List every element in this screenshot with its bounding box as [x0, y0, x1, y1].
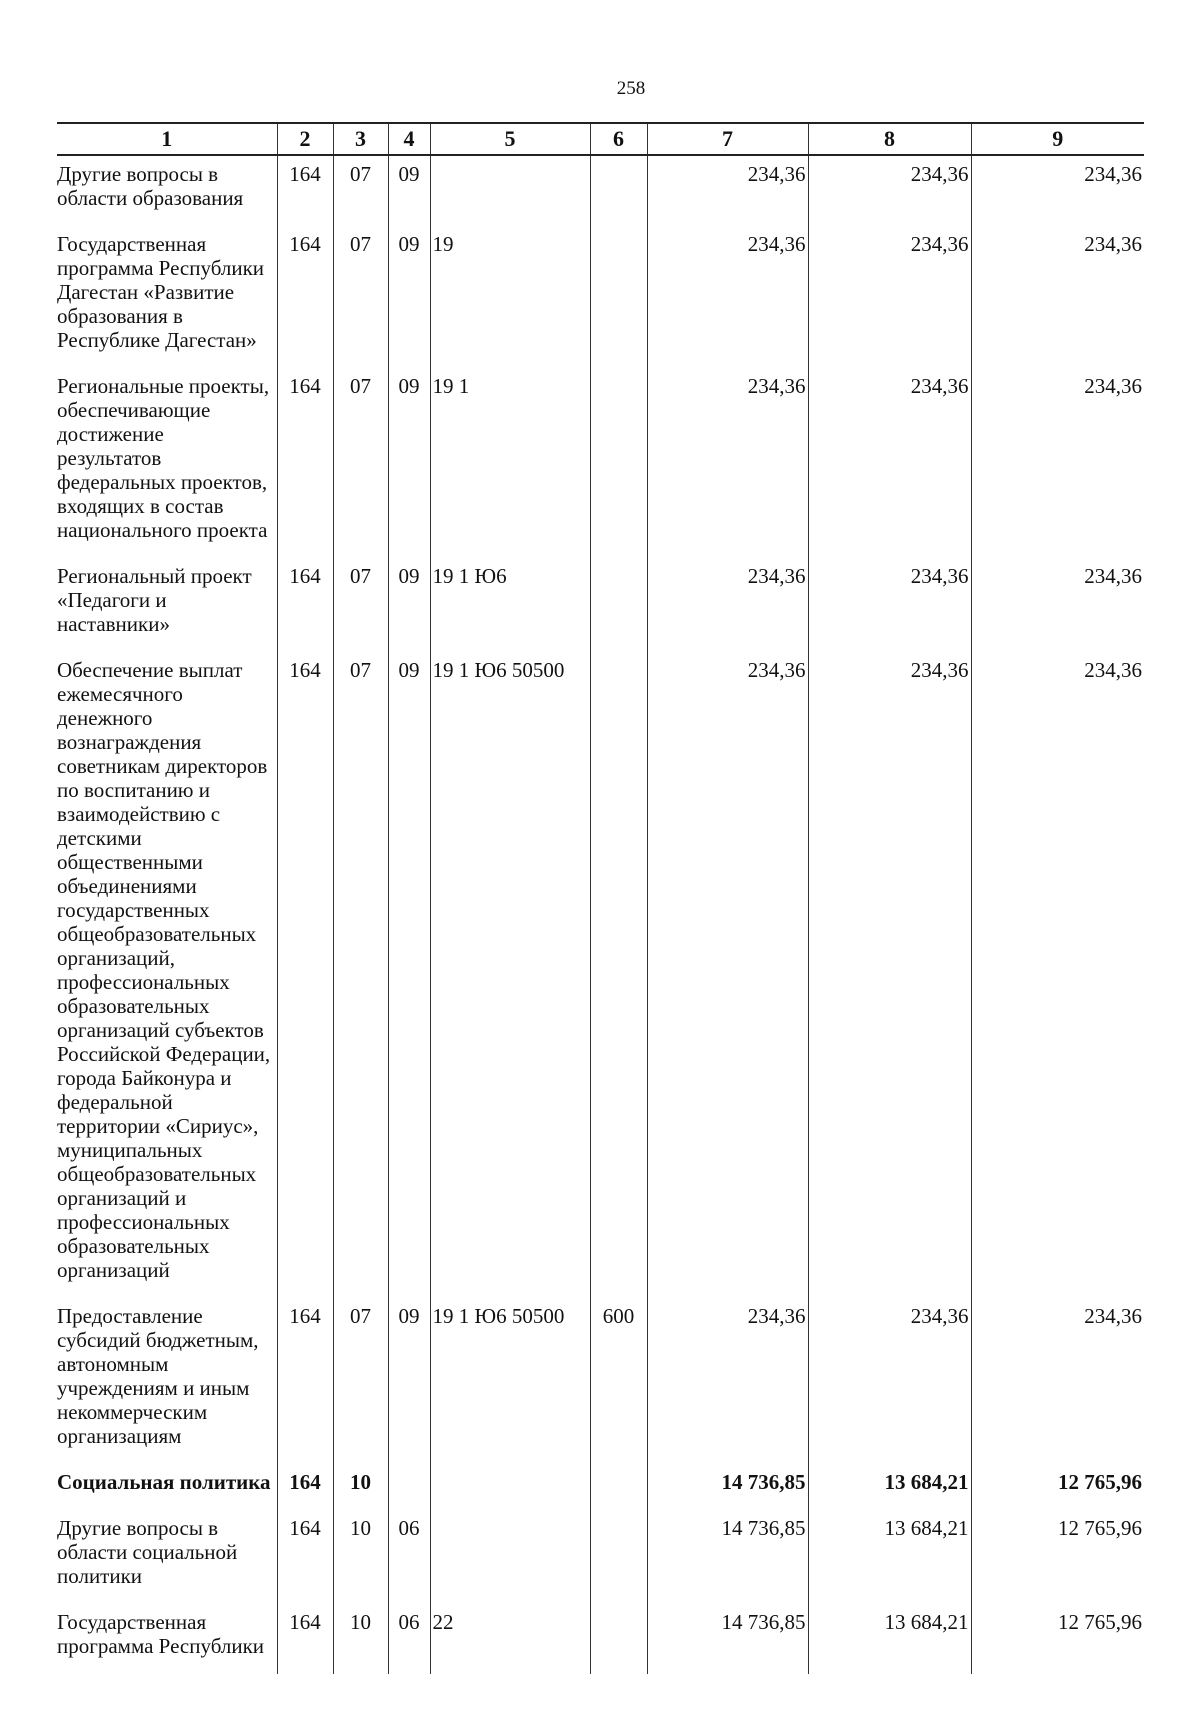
code-col-2: 164	[277, 368, 333, 558]
row-name: Обеспечение выплат ежемесячного денежного вознаграждения советникам директоров по воспитанию и взаимодействию с детскими общественными объединениями государственных общеобразовательных организаций, профессиональных образовательных организаций субъектов Российской Федерации, города Байконура и федеральной территории «Сириус», муниципальных общеобразовательных организаций и профессиональных образовательных организаций	[57, 658, 271, 1282]
code-col-3: 10	[333, 1464, 388, 1510]
header-col-6: 6	[590, 123, 647, 155]
code-col-2: 164	[277, 226, 333, 368]
value-col-7: 234,36	[647, 155, 808, 226]
row-name: Государственная программа Республики	[57, 1610, 265, 1658]
code-col-5: 19 1 Ю6 50500	[430, 1298, 590, 1464]
value-col-9: 234,36	[971, 558, 1144, 652]
table-row	[57, 368, 1144, 558]
row-name: Социальная политика	[57, 1470, 271, 1494]
code-col-3: 07	[333, 368, 388, 558]
value-col-8: 234,36	[808, 155, 971, 226]
code-col-4: 09	[388, 558, 430, 652]
code-col-5: 19 1 Ю6 50500	[430, 652, 590, 1298]
code-col-6	[590, 1464, 647, 1510]
header-col-5: 5	[430, 123, 590, 155]
code-col-4: 09	[388, 226, 430, 368]
value-col-8: 234,36	[808, 1298, 971, 1464]
header-col-3: 3	[333, 123, 388, 155]
header-col-2: 2	[277, 123, 333, 155]
table-row	[57, 1510, 1144, 1604]
code-col-3: 07	[333, 652, 388, 1298]
value-col-7: 234,36	[647, 652, 808, 1298]
value-col-9: 12 765,96	[971, 1464, 1144, 1510]
code-col-2: 164	[277, 1298, 333, 1464]
value-col-7: 14 736,85	[647, 1464, 808, 1510]
value-col-9: 234,36	[971, 1298, 1144, 1464]
code-col-2: 164	[277, 155, 333, 226]
code-col-6	[590, 558, 647, 652]
value-col-7: 14 736,85	[647, 1510, 808, 1604]
table-row	[57, 652, 1144, 1298]
value-col-9: 234,36	[971, 155, 1144, 226]
value-col-8: 13 684,21	[808, 1604, 971, 1674]
value-col-7: 234,36	[647, 558, 808, 652]
code-col-3: 10	[333, 1510, 388, 1604]
code-col-3: 10	[333, 1604, 388, 1674]
value-col-8: 234,36	[808, 368, 971, 558]
value-col-8: 13 684,21	[808, 1464, 971, 1510]
value-col-9: 12 765,96	[971, 1510, 1144, 1604]
value-col-8: 234,36	[808, 226, 971, 368]
code-col-4: 09	[388, 155, 430, 226]
code-col-3: 07	[333, 558, 388, 652]
value-col-7: 234,36	[647, 368, 808, 558]
table-row	[57, 1464, 1144, 1510]
code-col-4: 09	[388, 652, 430, 1298]
code-col-6	[590, 226, 647, 368]
code-col-2: 164	[277, 652, 333, 1298]
value-col-9: 12 765,96	[971, 1604, 1144, 1674]
code-col-6: 600	[590, 1298, 647, 1464]
value-col-8: 13 684,21	[808, 1510, 971, 1604]
header-col-4: 4	[388, 123, 430, 155]
row-name: Другие вопросы в области социальной политики	[57, 1516, 238, 1588]
table-row	[57, 1604, 1144, 1674]
code-col-6	[590, 1510, 647, 1604]
table-row	[57, 558, 1144, 652]
code-col-5	[430, 1510, 590, 1604]
code-col-5: 19 1	[430, 368, 590, 558]
code-col-3: 07	[333, 226, 388, 368]
row-name: Региональный проект «Педагоги и наставники»	[57, 564, 252, 636]
code-col-3: 07	[333, 155, 388, 226]
budget-table	[57, 122, 1144, 1674]
code-col-4: 06	[388, 1510, 430, 1604]
code-col-6	[590, 368, 647, 558]
code-col-2: 164	[277, 1604, 333, 1674]
page-number: 258	[616, 78, 646, 99]
table-body	[57, 155, 1144, 1674]
value-col-8: 234,36	[808, 652, 971, 1298]
table-row	[57, 155, 1144, 226]
header-col-8: 8	[808, 123, 971, 155]
table-header-row	[57, 123, 1144, 155]
value-col-8: 234,36	[808, 558, 971, 652]
table-row	[57, 1298, 1144, 1464]
code-col-5: 19 1 Ю6	[430, 558, 590, 652]
header-col-7: 7	[647, 123, 808, 155]
row-name: Государственная программа Республики Дагестан «Развитие образования в Республике Дагестан»	[57, 232, 265, 352]
value-col-7: 234,36	[647, 226, 808, 368]
code-col-4	[388, 1464, 430, 1510]
value-col-9: 234,36	[971, 652, 1144, 1298]
code-col-5	[430, 155, 590, 226]
code-col-2: 164	[277, 1464, 333, 1510]
row-name: Региональные проекты, обеспечивающие достижение результатов федеральных проектов, входящих в состав национального проекта	[57, 374, 270, 542]
code-col-6	[590, 1604, 647, 1674]
value-col-7: 234,36	[647, 1298, 808, 1464]
code-col-5	[430, 1464, 590, 1510]
code-col-3: 07	[333, 1298, 388, 1464]
header-col-1: 1	[57, 123, 277, 155]
code-col-2: 164	[277, 1510, 333, 1604]
code-col-4: 09	[388, 1298, 430, 1464]
code-col-5: 22	[430, 1604, 590, 1674]
code-col-6	[590, 155, 647, 226]
header-col-9: 9	[971, 123, 1144, 155]
code-col-5: 19	[430, 226, 590, 368]
code-col-6	[590, 652, 647, 1298]
code-col-2: 164	[277, 558, 333, 652]
code-col-4: 06	[388, 1604, 430, 1674]
value-col-7: 14 736,85	[647, 1604, 808, 1674]
row-name: Предоставление субсидий бюджетным, автономным учреждениям и иным некоммерческим организациям	[57, 1304, 259, 1448]
value-col-9: 234,36	[971, 368, 1144, 558]
table-row	[57, 226, 1144, 368]
code-col-4: 09	[388, 368, 430, 558]
row-name: Другие вопросы в области образования	[57, 162, 244, 210]
value-col-9: 234,36	[971, 226, 1144, 368]
